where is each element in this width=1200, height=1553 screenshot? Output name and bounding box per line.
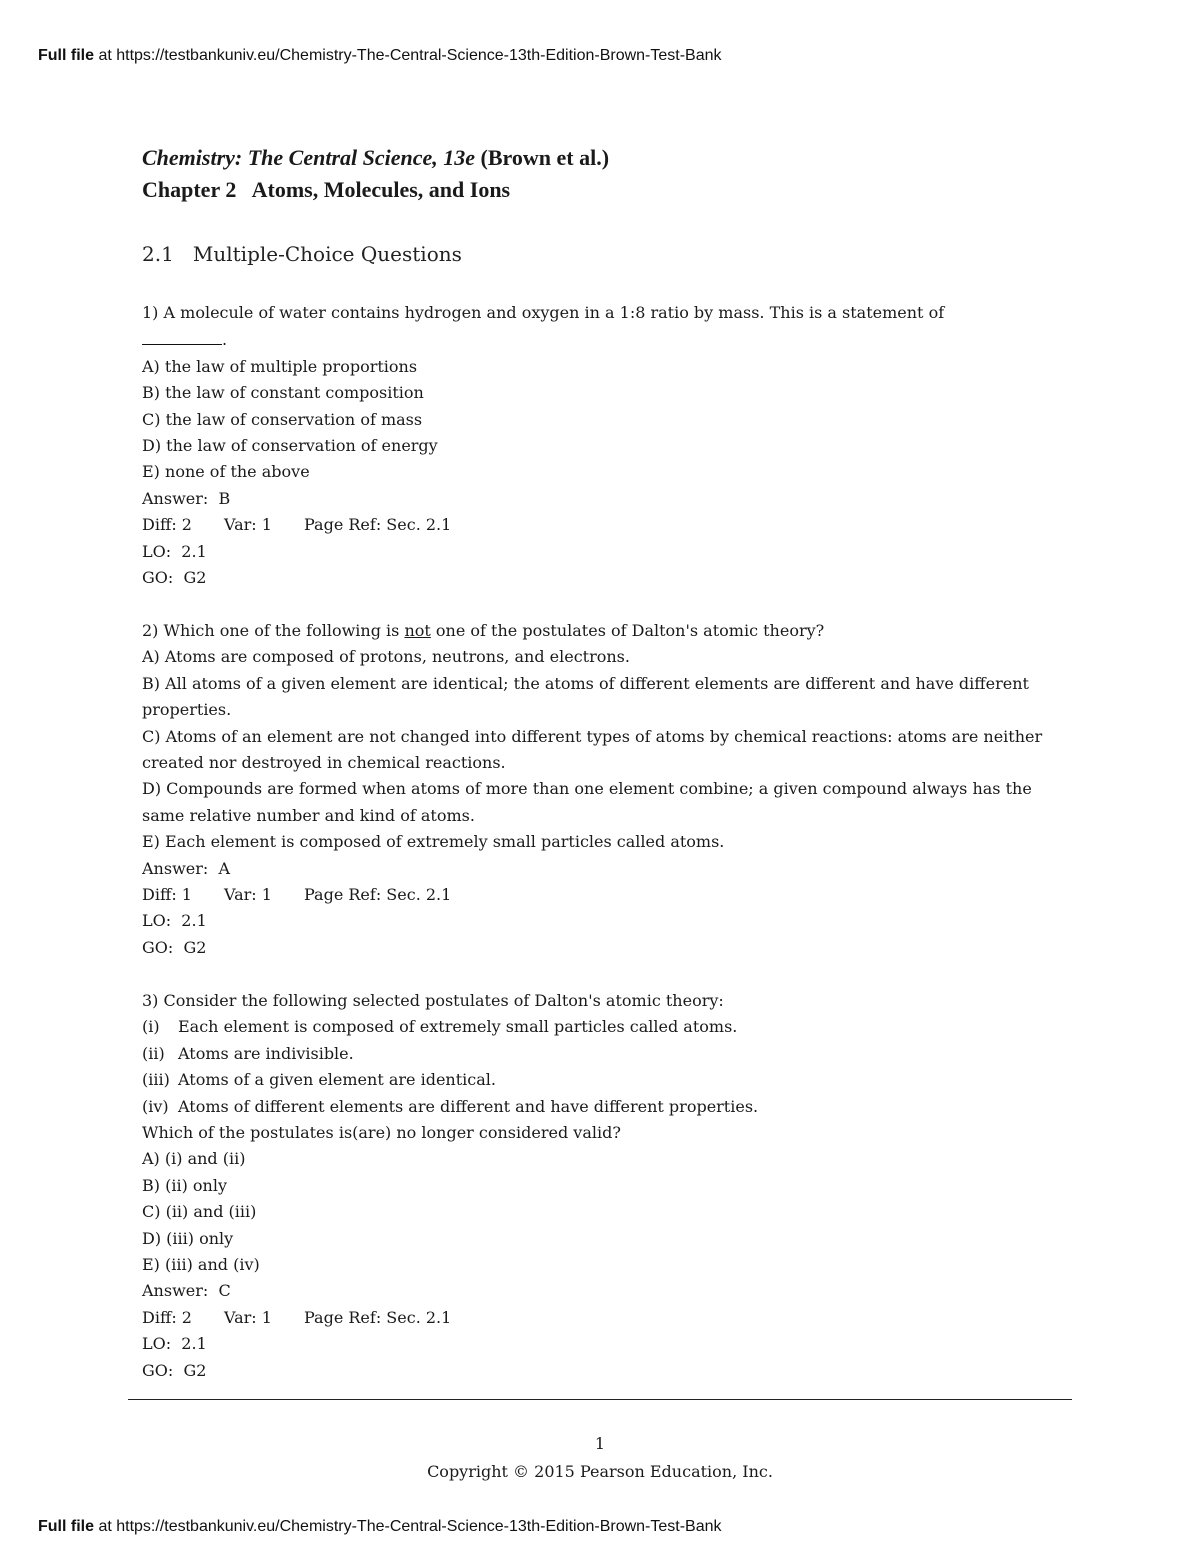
- book-title-authors: (Brown et al.): [475, 145, 610, 170]
- footer-divider: [128, 1399, 1072, 1400]
- global-outcome: GO: G2: [142, 937, 207, 957]
- page-ref: Page Ref: Sec. 2.1: [304, 1307, 452, 1327]
- question-3-prompt: Which of the postulates is(are) no longer considered valid?: [142, 1123, 621, 1143]
- chapter-title: Chapter 2 Atoms, Molecules, and Ions: [142, 177, 511, 202]
- meta-line: [142, 512, 1047, 538]
- footer-link-bold: Full file: [38, 1518, 94, 1535]
- diff: Diff: 2: [142, 1307, 192, 1327]
- page-number: 1: [594, 1434, 606, 1453]
- var: Var: 1: [224, 1307, 272, 1327]
- header-source-link[interactable]: [38, 46, 722, 66]
- option-d: D) Compounds are formed when atoms of more than one element combine; a given compound always has the same relative number and kind of atoms.: [142, 779, 1037, 825]
- option-a: A) (i) and (ii): [142, 1149, 246, 1169]
- option-b: B) the law of constant composition: [142, 383, 424, 403]
- option-c: C) (ii) and (iii): [142, 1202, 257, 1222]
- option-d: D) the law of conservation of energy: [142, 436, 438, 456]
- question-3-stem: 3) Consider the following selected postulates of Dalton's atomic theory:: [142, 991, 724, 1010]
- learning-objective: LO: 2.1: [142, 911, 207, 931]
- header-link-url[interactable]: at https://testbankuniv.eu/Chemistry-The-Central-Science-13th-Edition-Brown-Test-Bank: [94, 47, 722, 64]
- postulate-ii: (ii) Atoms are indivisible.: [142, 1043, 354, 1063]
- book-title-italic: Chemistry: The Central Science, 13e: [142, 145, 476, 170]
- book-title: [142, 143, 609, 173]
- footer-source-link[interactable]: [38, 1517, 722, 1537]
- answer-line: Answer: B: [142, 488, 231, 508]
- underlined-word: not: [404, 621, 431, 640]
- page-ref: Page Ref: Sec. 2.1: [304, 885, 452, 905]
- answer-line: Answer: A: [142, 858, 231, 878]
- global-outcome: GO: G2: [142, 568, 207, 588]
- page-ref: Page Ref: Sec. 2.1: [304, 515, 452, 535]
- answer-value: C: [218, 1281, 231, 1301]
- header-link-bold: Full file: [38, 47, 94, 64]
- question-1: [142, 300, 1047, 591]
- footer-link-url[interactable]: at https://testbankuniv.eu/Chemistry-The-Central-Science-13th-Edition-Brown-Test-Bank: [94, 1518, 722, 1535]
- option-a: A) Atoms are composed of protons, neutrons, and electrons.: [142, 647, 630, 667]
- meta-line: [142, 882, 1047, 908]
- option-c: C) Atoms of an element are not changed into different types of atoms by chemical reactions: atoms are neither created nor destroyed in chemical reactions.: [142, 726, 1048, 773]
- meta-line: [142, 1305, 1047, 1331]
- global-outcome: GO: G2: [142, 1360, 207, 1380]
- question-1-stem-blank: .: [142, 326, 1047, 353]
- question-3: [142, 988, 1047, 1384]
- learning-objective: LO: 2.1: [142, 1334, 207, 1354]
- section-heading: 2.1 Multiple-Choice Questions: [142, 242, 462, 266]
- option-e: E) none of the above: [142, 462, 310, 482]
- postulate-iii: (iii) Atoms of a given element are identical.: [142, 1070, 496, 1090]
- option-e: E) (iii) and (iv): [142, 1255, 260, 1275]
- question-1-stem: 1) A molecule of water contains hydrogen and oxygen in a 1:8 ratio by mass. This is a statement of: [142, 303, 945, 322]
- question-2-stem: 2) Which one of the following is not one of the postulates of Dalton's atomic theory?: [142, 621, 825, 640]
- var: Var: 1: [224, 515, 272, 535]
- postulate-i: (i) Each element is composed of extremely small particles called atoms.: [142, 1017, 738, 1037]
- option-e: E) Each element is composed of extremely small particles called atoms.: [142, 832, 725, 852]
- diff: Diff: 1: [142, 885, 192, 905]
- diff: Diff: 2: [142, 515, 192, 535]
- option-d: D) (iii) only: [142, 1228, 234, 1248]
- answer-value: B: [218, 488, 231, 508]
- copyright-notice: Copyright © 2015 Pearson Education, Inc.: [427, 1462, 773, 1481]
- var: Var: 1: [224, 885, 272, 905]
- option-c: C) the law of conservation of mass: [142, 409, 423, 429]
- answer-value: A: [218, 858, 231, 878]
- answer-line: Answer: C: [142, 1281, 231, 1301]
- option-b: B) All atoms of a given element are identical; the atoms of different elements are different and have different properties.: [142, 673, 1035, 720]
- option-b: B) (ii) only: [142, 1175, 227, 1195]
- fill-in-blank: [142, 326, 222, 345]
- postulate-iv: (iv) Atoms of different elements are different and have different properties.: [142, 1096, 759, 1116]
- option-a: A) the law of multiple proportions: [142, 356, 418, 376]
- learning-objective: LO: 2.1: [142, 541, 207, 561]
- question-2: [142, 618, 1047, 961]
